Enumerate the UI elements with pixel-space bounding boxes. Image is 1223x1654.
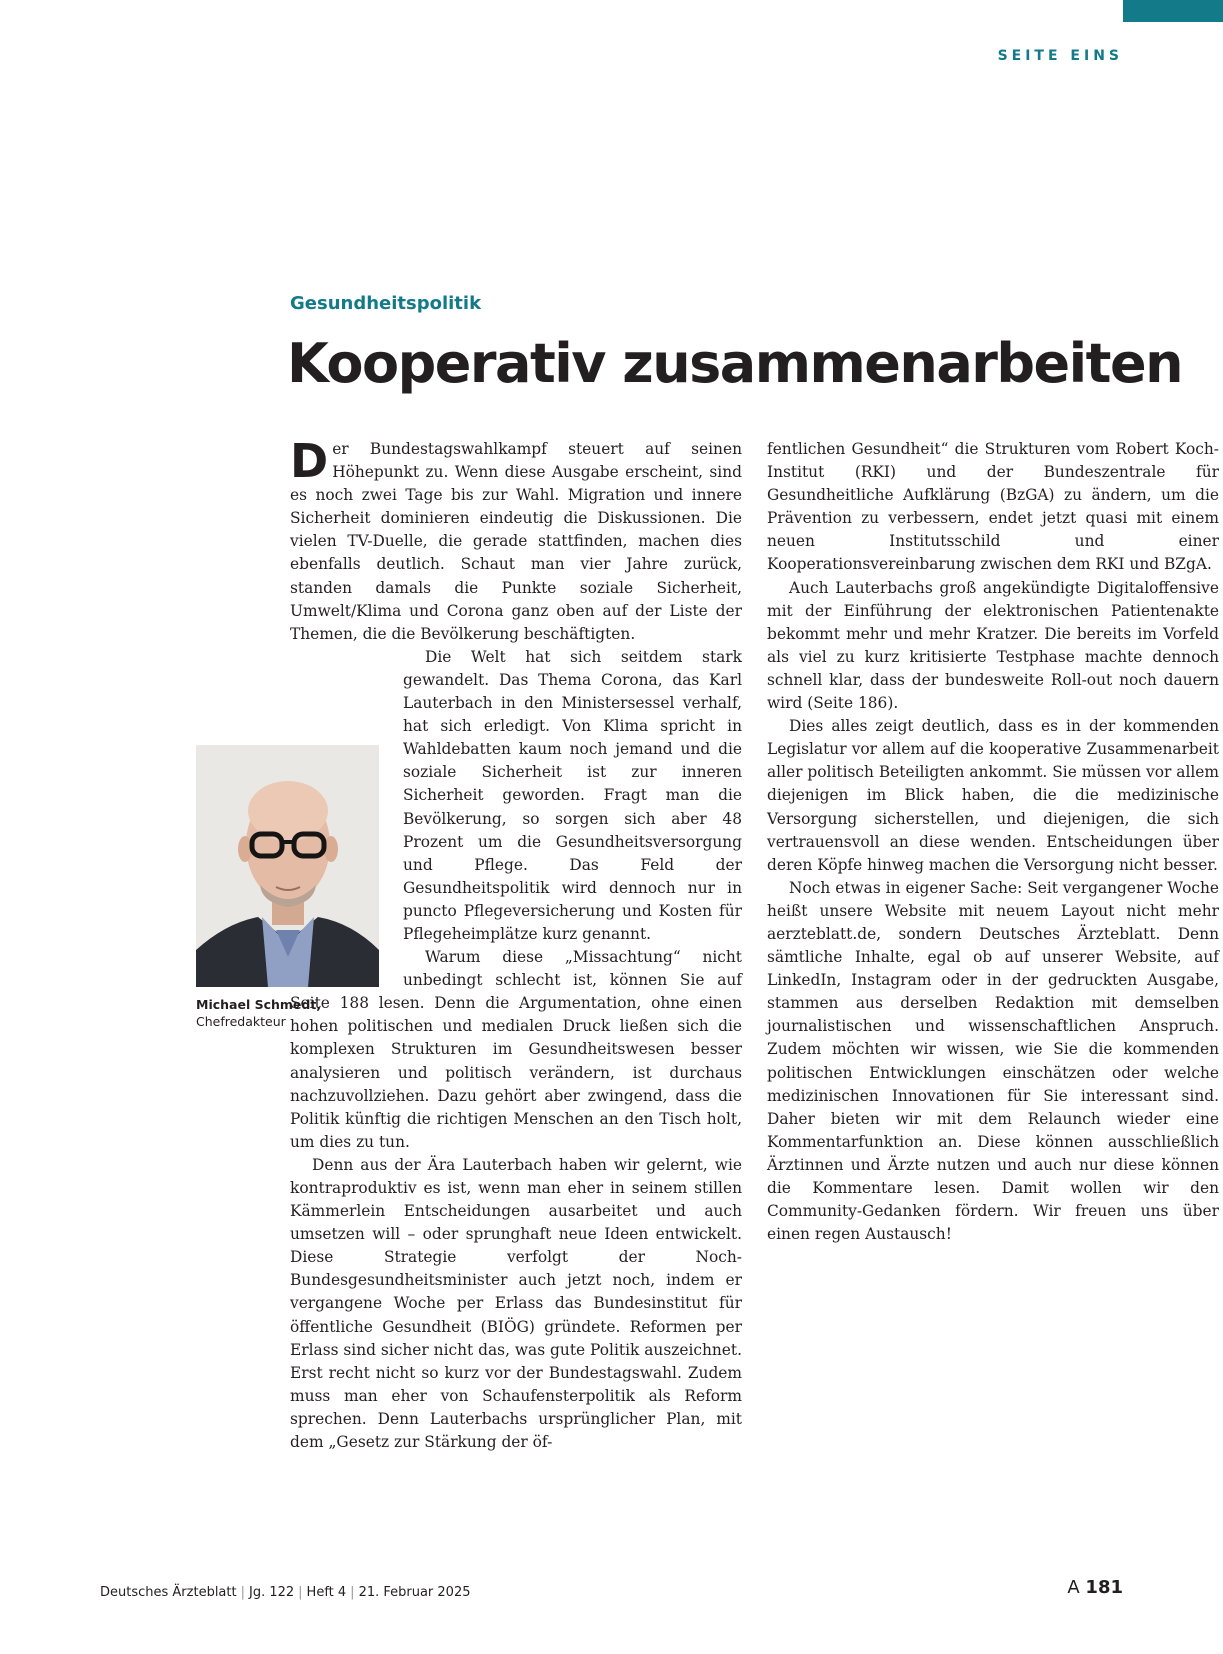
paragraph-7: Dies alles zeigt deutlich, dass es in der kommenden Legislatur vor allem auf die kooperative Zusammenarbeit aller politisch Beteiligten ankommt. Sie müssen vor allem diejenigen im Blick haben, die die medizinische Versorgung sicherstellen, und diejenigen, die sich vertrauensvoll an diese wenden. Entscheidungen über deren Köpfe hinweg machen die Versorgung nicht besser. (767, 717, 1219, 874)
section-label: SEITE EINS (997, 48, 1123, 64)
drop-cap: D (290, 434, 329, 488)
footer-journal: Deutsches Ärzteblatt (100, 1585, 237, 1600)
page-number (1067, 1577, 1123, 1598)
author-portrait-illustration (196, 745, 379, 987)
caption-role: Chefredakteur (196, 1014, 286, 1029)
page-prefix: A (1067, 1577, 1080, 1598)
paragraph-5: fentlichen Gesundheit“ die Strukturen vom Robert Koch-Institut (RKI) und der Bundeszentrale für Gesundheitliche Aufklärung (BzGA) zu ändern, um die Prävention zu verbessern, endet jetzt quasi mit einem neuen Institutsschild und einer Kooperationsvereinbarung zwischen dem RKI und BZgA. (767, 440, 1219, 574)
photo-caption (196, 996, 321, 1030)
paragraph-3: Warum diese „Missachtung“ nicht unbedingt schlecht ist, können Sie auf Seite 188 lesen. Denn die Argumentation, ohne einen hohen politischen und medialen Druck ließen sich die komplexen Strukturen im Gesundheitswesen besser analysieren und politisch verändern, ist durchaus nachzuvollziehen. Dazu gehört aber zwingend, dass die Politik künftig die richtigen Menschen an den Tisch holt, um dies zu tun. (290, 948, 742, 1151)
caption-name: Michael Schmedt, (196, 997, 322, 1012)
paragraph-6: Auch Lauterbachs groß angekündigte Digitaloffensive mit der Einführung der elektronischen Patientenakte bekommt mehr und mehr Kratzer. Die bereits im Vorfeld als viel zu kurz kritisierte Testphase machte dennoch schnell klar, dass der bundesweite Roll-out noch dauern wird (Seite 186). (767, 578, 1219, 713)
footer-citation: Deutsches Ärzteblatt | Jg. 122 | Heft 4 | 21. Februar 2025 (100, 1585, 471, 1600)
paragraph-8: Noch etwas in eigener Sache: Seit vergangener Woche heißt unsere Website mit neuem Layout nicht mehr aerzteblatt.de, sondern Deutsches Ärzteblatt. Denn sämtliche Inhalte, egal ob auf unserer Website, auf LinkedIn, Instagram oder in der gedruckten Ausgabe, stammen aus derselben Redaktion mit demselben journalistischen und wissenschaftlichen Anspruch. Zudem möchten wir wissen, wie Sie die kommenden politischen Entwicklungen einschätzen oder welche medizinischen Innovationen für Sie interessant sind. Daher bieten wir mit dem Relaunch wieder eine Kommentarfunktion an. Diese können ausschließlich Ärztinnen und Ärzte nutzen und auch nur diese können die Kommentare lesen. Damit wollen wir den Community-Gedanken fördern. Wir freuen uns über einen regen Austausch! (767, 878, 1219, 1244)
article-column-right (767, 438, 1219, 1246)
footer-issue: Heft 4 (306, 1585, 347, 1600)
paragraph-4: Denn aus der Ära Lauterbach haben wir gelernt, wie kontraproduktiv es ist, wenn man eher in seinem stillen Kämmerlein Entscheidungen ausarbeitet und auch umsetzen will – oder sprunghaft neue Ideen entwickelt. Diese Strategie verfolgt der Noch-Bundesgesundheitsminister auch jetzt noch, indem er vergangene Woche per Erlass das Bundesinstitut für öffentliche Gesundheit (BIÖG) gründete. Reformen per Erlass sind sicher nicht das, was gute Politik auszeichnet. Erst recht nicht so kurz vor der Bundestagswahl. Zudem muss man eher von Schaufensterpolitik als Reform sprechen. Denn Lauterbachs ursprünglicher Plan, mit dem „Gesetz zur Stärkung der öf- (290, 1155, 742, 1452)
headline: Kooperativ zusammenarbeiten (287, 332, 1183, 395)
paragraph-1-text: er Bundestagswahlkampf steuert auf seinen Höhepunkt zu. Wenn diese Ausgabe erscheint, sind es noch zwei Tage bis zur Wahl. Migration und innere Sicherheit dominieren eindeutig die Diskussionen. Die vielen TV-Duelle, die gerade stattfinden, machen dies ebenfalls deutlich. Schaut man vier Jahre zurück, standen damals die Punkte soziale Sicherheit, Umwelt/Klima und Corona ganz oben auf der Liste der Themen, die die Bevölkerung beschäftigten. (290, 440, 742, 643)
author-photo (196, 745, 379, 987)
paragraph-2-text: Die Welt hat sich seitdem stark gewandelt. Das Thema Corona, das Karl Lauterbach in den Ministersessel verhalf, hat sich erledigt. Von Klima spricht in Wahldebatten kaum noch jemand und die soziale Sicherheit ist zur inneren Sicherheit geworden. Fragt man die Bevölkerung, so sorgen sich aber 48 Prozent um die Gesundheitsversorgung und Pflege. Das Feld der Gesundheitspolitik wird dennoch nur in puncto Pflegeversicherung und Kosten für Pflegeheimplätze kurz genannt. (403, 647, 742, 943)
footer-volume: Jg. 122 (248, 1585, 295, 1600)
footer-date: 21. Februar 2025 (358, 1585, 471, 1600)
page-number-value: 181 (1085, 1577, 1123, 1598)
paragraph-1 (290, 434, 742, 646)
corner-accent-bar (1123, 0, 1223, 22)
kicker: Gesundheitspolitik (290, 293, 482, 314)
